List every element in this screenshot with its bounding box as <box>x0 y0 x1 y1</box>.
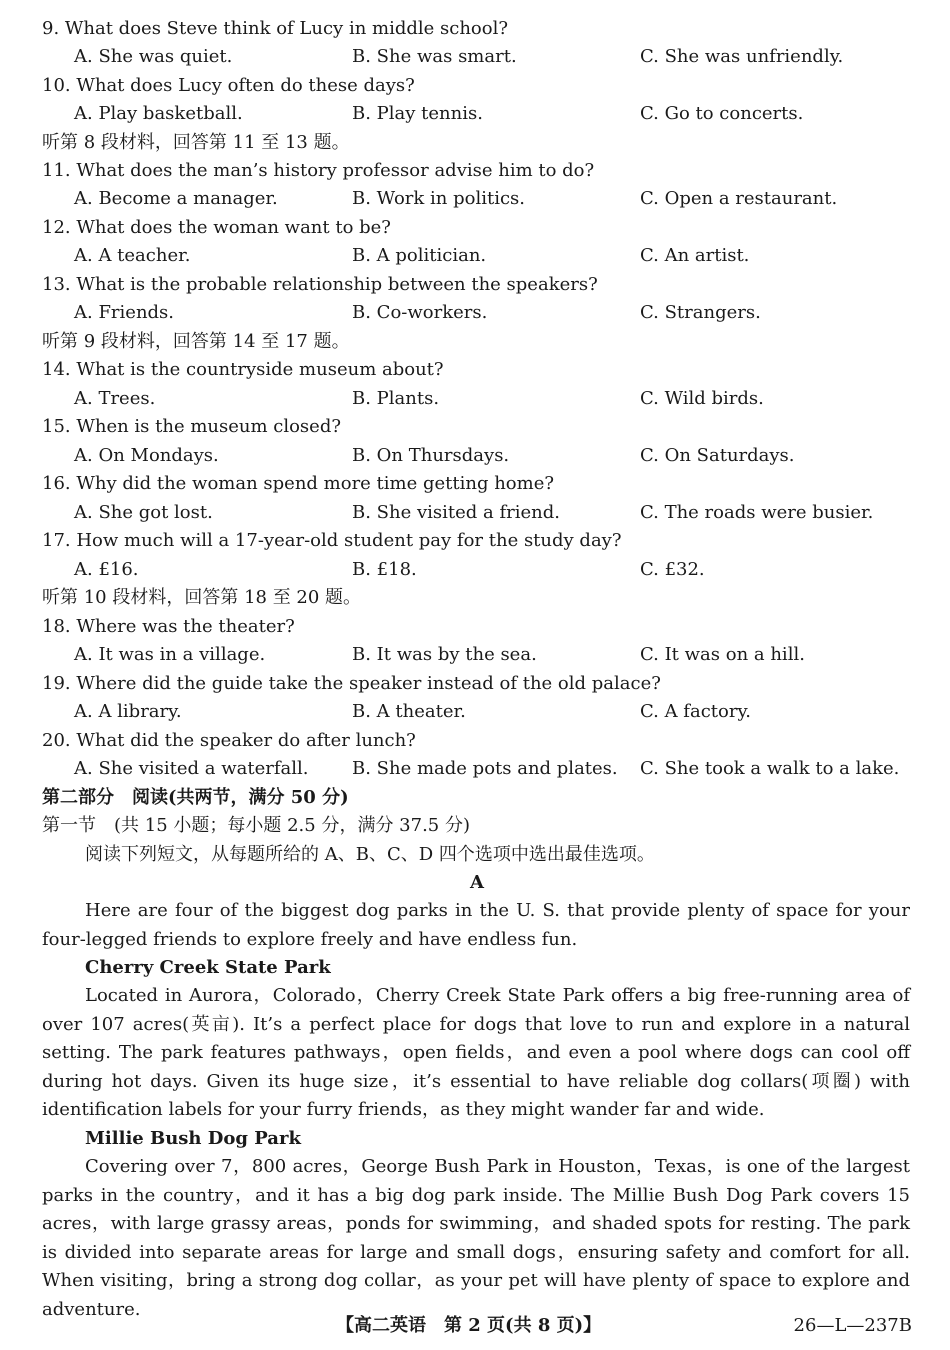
question-10 <box>42 72 912 100</box>
options-14 <box>42 385 912 413</box>
question-17 <box>42 527 912 555</box>
options-12 <box>42 242 912 270</box>
passage-letter: A <box>470 872 484 893</box>
question-11 <box>42 157 912 185</box>
question-text: 13. What is the probable relationship between the speakers? <box>42 274 598 295</box>
question-16 <box>42 470 912 498</box>
question-text: 16. Why did the woman spend more time getting home? <box>42 473 555 494</box>
options-18 <box>42 641 912 669</box>
option-c: C. A factory. <box>640 701 751 722</box>
option-c: C. Go to concerts. <box>640 103 804 124</box>
option-c: C. It was on a hill. <box>640 644 805 665</box>
options-11 <box>42 185 912 213</box>
options-17 <box>42 556 912 584</box>
question-text: 9. What does Steve think of Lucy in middle school? <box>42 18 509 39</box>
question-19 <box>42 670 912 698</box>
question-text: 11. What does the man’s history professor advise him to do? <box>42 160 595 181</box>
option-a: A. £16. <box>74 559 139 580</box>
park-2-title: Millie Bush Dog Park <box>85 1128 301 1149</box>
option-b: B. She was smart. <box>352 46 517 67</box>
passage-intro: Here are four of the biggest dog parks in the U. S. that provide plenty of space for your four-legged friends to explore freely and have endless fun. <box>42 900 910 950</box>
question-20 <box>42 727 912 755</box>
option-c: C. £32. <box>640 559 705 580</box>
option-a: A. She visited a waterfall. <box>74 758 309 779</box>
question-text: 19. Where did the guide take the speaker instead of the old palace? <box>42 673 661 694</box>
option-a: A. On Mondays. <box>74 445 219 466</box>
question-text: 17. How much will a 17-year-old student pay for the study day? <box>42 530 622 551</box>
option-a: A. Friends. <box>74 302 175 323</box>
options-15 <box>42 442 912 470</box>
option-b: B. It was by the sea. <box>352 644 537 665</box>
reading-instruction: 阅读下列短文，从每题所给的 A、B、C、D 四个选项中选出最佳选项。 <box>85 844 655 865</box>
question-15 <box>42 413 912 441</box>
option-b: B. She visited a friend. <box>352 502 560 523</box>
question-9 <box>42 15 912 43</box>
question-13 <box>42 271 912 299</box>
options-20 <box>42 755 912 783</box>
question-18 <box>42 613 912 641</box>
section-10-heading: 听第 10 段材料，回答第 18 至 20 题。 <box>42 587 362 608</box>
section-9-heading: 听第 9 段材料，回答第 14 至 17 题。 <box>42 331 350 352</box>
options-9 <box>42 43 912 71</box>
question-12 <box>42 214 912 242</box>
question-text: 18. Where was the theater? <box>42 616 295 637</box>
option-a: A. She was quiet. <box>74 46 233 67</box>
page-footer <box>0 1311 950 1341</box>
option-b: B. £18. <box>352 559 417 580</box>
option-b: B. Plants. <box>352 388 440 409</box>
option-c: C. On Saturdays. <box>640 445 795 466</box>
option-b: B. Co-workers. <box>352 302 488 323</box>
park-2-text: Covering over 7，800 acres，George Bush Park in Houston，Texas，is one of the largest parks in the country，and it has a big dog park inside. The Millie Bush Dog Park covers 15 acres，with large grassy areas，ponds for swimming，and shaded spots for resting. The park is divided into separate areas for large and small dogs，ensuring safety and comfort for all. When visiting，bring a strong dog collar，as your pet will have plenty of space to explore and adventure. <box>42 1156 910 1320</box>
option-c: C. Open a restaurant. <box>640 188 838 209</box>
option-a: A. Become a manager. <box>74 188 278 209</box>
option-b: B. She made pots and plates. <box>352 758 618 779</box>
option-a: A. A teacher. <box>74 245 191 266</box>
question-text: 20. What did the speaker do after lunch? <box>42 730 416 751</box>
option-a: A. She got lost. <box>74 502 213 523</box>
footer-code: 26—L—237B <box>793 1315 912 1336</box>
question-text: 15. When is the museum closed? <box>42 416 341 437</box>
option-c: C. Strangers. <box>640 302 761 323</box>
options-19 <box>42 698 912 726</box>
option-c: C. An artist. <box>640 245 750 266</box>
options-10 <box>42 100 912 128</box>
option-a: A. Trees. <box>74 388 156 409</box>
park-1-title: Cherry Creek State Park <box>85 957 331 978</box>
park-1-text: Located in Aurora，Colorado，Cherry Creek State Park offers a big free-running area of over 107 acres(英亩). It’s a perfect place for dogs that love to run and explore in a natural setting. The park features pathways，open fields，and even a pool where dogs can cool off during hot days. Given its huge size，it’s essential to have reliable dog collars(项圈) with identification labels for your furry friends，as they might wander far and wide. <box>42 985 910 1120</box>
option-b: B. A theater. <box>352 701 466 722</box>
option-b: B. On Thursdays. <box>352 445 510 466</box>
option-c: C. She was unfriendly. <box>640 46 844 67</box>
question-text: 14. What is the countryside museum about? <box>42 359 444 380</box>
section-1-title: 第一节 (共 15 小题；每小题 2.5 分，满分 37.5 分) <box>42 815 470 836</box>
option-b: B. A politician. <box>352 245 487 266</box>
option-a: A. A library. <box>74 701 182 722</box>
option-c: C. Wild birds. <box>640 388 764 409</box>
option-c: C. The roads were busier. <box>640 502 874 523</box>
part-2-title: 第二部分 阅读(共两节，满分 50 分) <box>42 787 349 808</box>
question-text: 12. What does the woman want to be? <box>42 217 391 238</box>
option-a: A. Play basketball. <box>74 103 243 124</box>
section-8-heading: 听第 8 段材料，回答第 11 至 13 题。 <box>42 132 350 153</box>
question-14 <box>42 356 912 384</box>
option-c: C. She took a walk to a lake. <box>640 758 900 779</box>
option-a: A. It was in a village. <box>74 644 266 665</box>
options-13 <box>42 299 912 327</box>
option-b: B. Play tennis. <box>352 103 483 124</box>
option-b: B. Work in politics. <box>352 188 525 209</box>
options-16 <box>42 499 912 527</box>
question-text: 10. What does Lucy often do these days? <box>42 75 415 96</box>
footer-page-info: 【高二英语 第 2 页(共 8 页)】 <box>336 1315 602 1336</box>
